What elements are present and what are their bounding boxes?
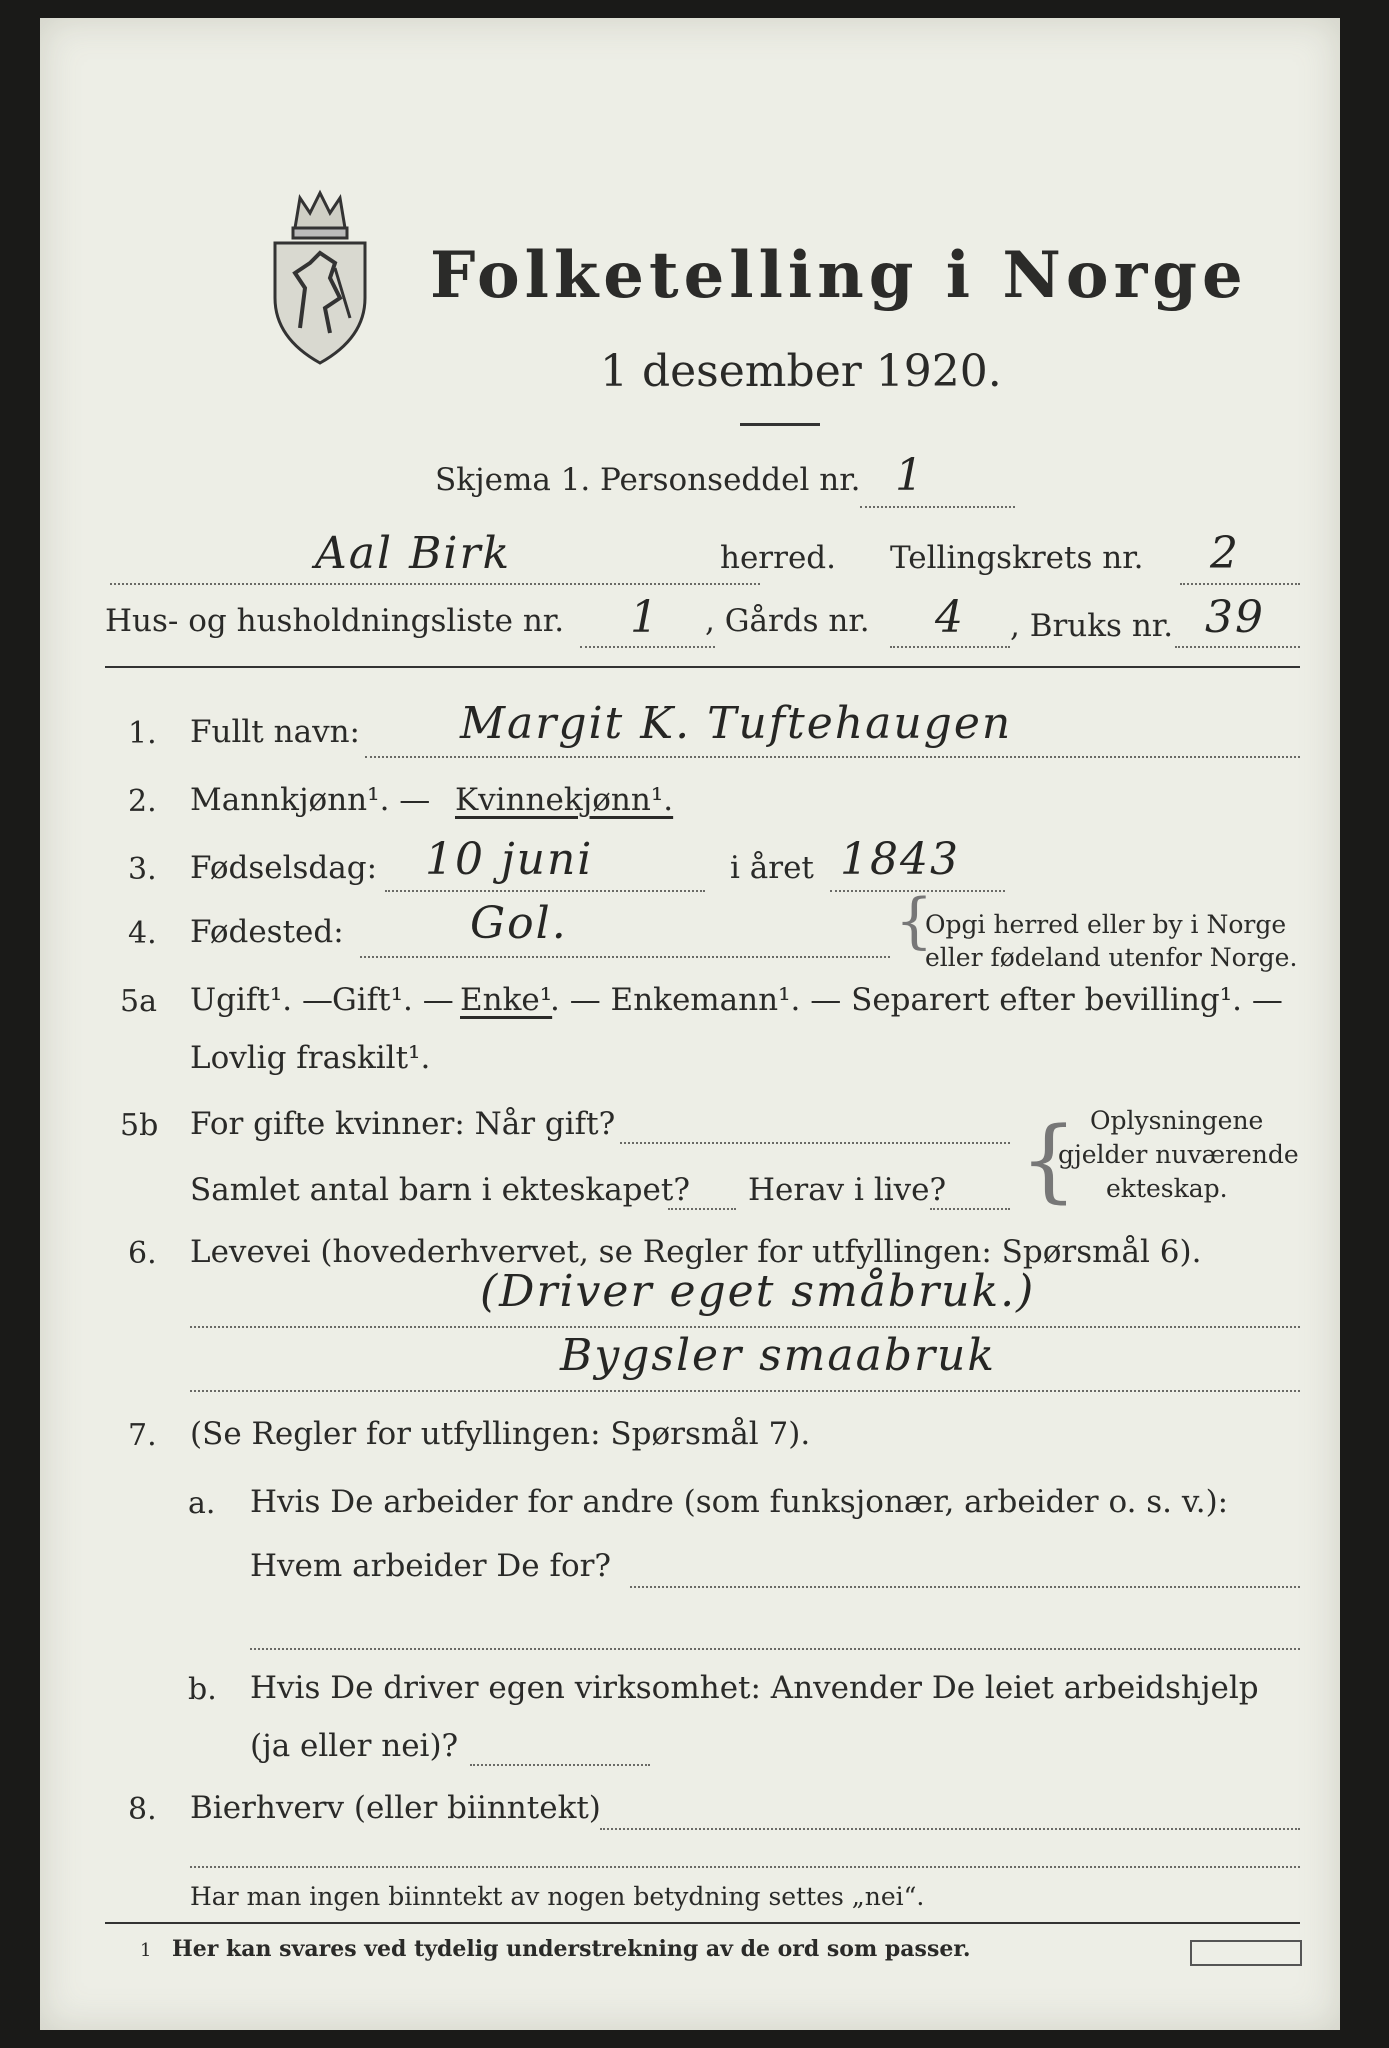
tellingskrets-value: 2 [1210, 528, 1240, 579]
q3-day-value: 10 juni [425, 834, 594, 885]
q1-value: Margit K. Tuftehaugen [460, 698, 1013, 749]
q8-number: 8. [128, 1792, 157, 1827]
q7-label: (Se Regler for utfyllingen: Spørsmål 7). [190, 1416, 811, 1452]
census-date: 1 desember 1920. [600, 346, 1002, 397]
printer-stamp [1190, 1940, 1302, 1966]
q6-value-2: Bygsler smaabruk [560, 1330, 997, 1381]
q8-note: Har man ingen biinntekt av nogen betydning settes „nei“. [190, 1882, 925, 1911]
q5a-rest: . — Enkemann¹. — Separert efter bevilling¹. — [550, 982, 1283, 1018]
q6-value-1: (Driver eget småbruk.) [480, 1266, 1036, 1317]
q7a-label-2: Hvem arbeider De for? [250, 1548, 612, 1584]
q5b-number: 5b [120, 1108, 159, 1143]
q1-label: Fullt navn: [190, 714, 360, 750]
hus-label: Hus- og husholdningsliste nr. [105, 603, 565, 639]
gards-value: 4 [935, 592, 965, 643]
personseddel-value: 1 [895, 450, 925, 501]
q3-label: Fødselsdag: [190, 850, 378, 886]
q4-value: Gol. [470, 898, 568, 949]
form-title: Folketelling i Norge [430, 238, 1248, 313]
q7b-label-2: (ja eller nei)? [250, 1728, 459, 1764]
bruks-value: 39 [1205, 592, 1265, 643]
q8-label: Bierhverv (eller biinntekt) [190, 1790, 601, 1826]
norway-coat-of-arms-icon [265, 188, 375, 368]
q6-label: Levevei (hovederhvervet, se Regler for utfyllingen: Spørsmål 6). [190, 1234, 1202, 1270]
q2-male: Mannkjønn¹. — [190, 782, 431, 818]
q7a-label-1: Hvis De arbeider for andre (som funksjonær, arbeider o. s. v.): [250, 1484, 1229, 1520]
q3-year-label: i året [730, 850, 814, 886]
bruks-label: , Bruks nr. [1010, 608, 1174, 644]
personseddel-label: Personseddel nr. [600, 462, 861, 498]
q5a-fraskilt: Lovlig fraskilt¹. [190, 1040, 431, 1076]
q5b-note-3: ekteskap. [1106, 1174, 1228, 1203]
q5a-gift: Gift¹. — [332, 982, 454, 1018]
q7b-label-1: Hvis De driver egen virksomhet: Anvender De leiet arbeidshjelp [250, 1670, 1259, 1706]
tellingskrets-label: Tellingskrets nr. [890, 540, 1144, 576]
census-form-page: Folketelling i Norge 1 desember 1920. Skjema 1. Personseddel nr. 1 Aal Birk herred. Tellingskrets nr. 2 Hus- og husholdningsliste nr. 1 , Gårds nr. 4 , Bruks nr. 39 1. Fullt navn: Margit K. Tuftehaugen 2. Mannkjønn¹. — Kvinnekjønn¹. 3. Fødselsdag: 10 juni i året 1843 4. Fødested: Gol. { Opgi herred eller by i Norge eller fødeland utenfor Norge. 5a Ugift¹. — Gift¹. — Enke¹ . — Enkemann¹. — Separert efter bevilling¹. — Lovlig fraskilt¹. 5b For gifte kvinner: Når gift? Samlet antal barn i ekteskapet? Herav i live? { Oplysningene gjelder nuværende ekteskap. 6. Levevei (hovederhvervet, se Regler for utfyllingen: Spørsmål 6). (Driver eget småbruk.) Bygsler smaabruk 7. (Se Regler for utfyllingen: Spørsmål 7). a. Hvis De arbeider for andre (som funksjonær, arbeider o. s. v.): Hvem arbeider De for? b. Hvis De driver egen virksomhet: Anvender De leiet arbeidshjelp (ja eller nei)? 8. Bierhverv (eller biinntekt) Har man ingen biinntekt av nogen betydning settes „nei“. 1 Her kan svares ved tydelig understrekning av de ord som passer. [40, 18, 1340, 2030]
q4-label: Fødested: [190, 914, 344, 950]
header-divider [105, 666, 1300, 668]
footnote-mark: 1 [140, 1940, 152, 1961]
q7b-letter: b. [188, 1672, 217, 1707]
q5b-note-2: gjelder nuværende [1058, 1140, 1299, 1169]
q7-number: 7. [128, 1418, 157, 1453]
q5b-label-3: Herav i live? [748, 1172, 947, 1208]
q5b-note-1: Oplysningene [1090, 1106, 1264, 1135]
hus-value: 1 [630, 592, 660, 643]
herred-value: Aal Birk [315, 528, 512, 579]
q4-number: 4. [128, 916, 157, 951]
footnote-divider [105, 1922, 1300, 1924]
herred-label: herred. [720, 540, 836, 576]
q3-number: 3. [128, 852, 157, 887]
gards-label: , Gårds nr. [705, 603, 870, 639]
q7a-letter: a. [188, 1486, 216, 1521]
title-divider [740, 423, 820, 426]
q3-year-value: 1843 [840, 834, 960, 885]
q6-number: 6. [128, 1236, 157, 1271]
footnote-text: Her kan svares ved tydelig understrekning av de ord som passer. [172, 1936, 971, 1962]
q4-note-2: eller fødeland utenfor Norge. [925, 943, 1298, 972]
schema-label: Skjema 1. [435, 462, 591, 498]
q5b-label-2: Samlet antal barn i ekteskapet? [190, 1172, 690, 1208]
q5a-enke: Enke¹ [460, 982, 553, 1018]
q4-note-1: Opgi herred eller by i Norge [925, 910, 1287, 939]
q5a-number: 5a [120, 984, 157, 1019]
q1-number: 1. [128, 716, 157, 751]
q5b-label-1: For gifte kvinner: Når gift? [190, 1106, 616, 1142]
q2-female: Kvinnekjønn¹. [455, 782, 674, 818]
q2-number: 2. [128, 784, 157, 819]
q5a-ugift: Ugift¹. — [190, 982, 333, 1018]
